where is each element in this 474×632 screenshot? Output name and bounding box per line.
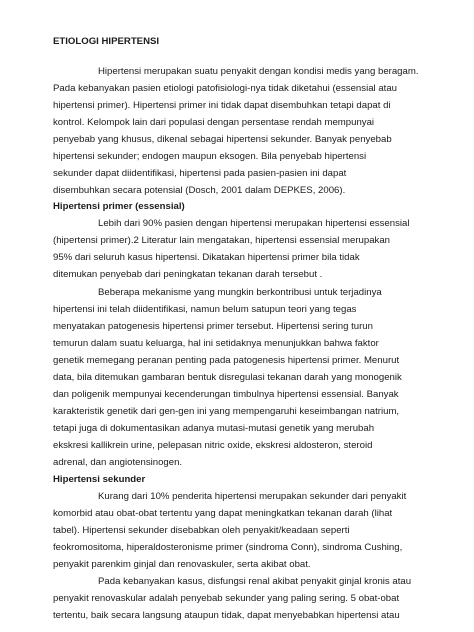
paragraph-line: dan poligenik mempunyai kecenderungan timbulnya hipertensi essensial. Banyak [53, 389, 399, 400]
paragraph-line: feokromositoma, hiperaldosteronisme primer (sindroma Conn), sindroma Cushing, [53, 542, 403, 553]
paragraph-line: karakteristik genetik dari gen-gen ini yang mempengaruhi keseimbangan natrium, [53, 406, 400, 417]
paragraph-line: sekunder dapat diidentifikasi, hipertensi pada pasien-pasien ini dapat [53, 168, 347, 179]
paragraph-line: hipertensi primer). Hipertensi primer ini tidak dapat disembuhkan tetapi dapat di [53, 100, 391, 111]
paragraph-line: ditemukan penyebab dari peningkatan tekanan darah tersebut . [53, 269, 323, 280]
paragraph-line: hipertensi ini telah diidentifikasi, namun belum satupun teori yang tegas [53, 304, 357, 315]
document-title: ETIOLOGI HIPERTENSI [53, 36, 160, 47]
paragraph-line: komorbid atau obat-obat tertentu yang dapat meningkatkan tekanan darah (lihat [53, 508, 393, 519]
paragraph-line: temurun dalam suatu keluarga, hal ini setidaknya menunjukkan bahwa faktor [53, 338, 379, 349]
paragraph-line: tetapi juga di dokumentasikan adanya mutasi-mutasi genetik yang merubah [53, 423, 375, 434]
paragraph-line: Hipertensi merupakan suatu penyakit dengan kondisi medis yang beragam. [98, 66, 419, 77]
paragraph-line: hipertensi sekunder; endogen maupun eksogen. Bila penyebab hipertensi [53, 151, 367, 162]
paragraph-line: Kurang dari 10% penderita hipertensi merupakan sekunder dari penyakit [98, 491, 407, 502]
paragraph-line: tabel). Hipertensi sekunder disebabkan oleh penyakit/keadaan seperti [53, 525, 350, 536]
paragraph-line: penyakit renovaskular adalah penyebab sekunder yang paling sering. 5 obat-obat [53, 593, 400, 604]
paragraph-line: disembuhkan secara potensial (Dosch, 2001 dalam DEPKES, 2006). [53, 185, 346, 196]
paragraph-line: adrenal, dan angiotensinogen. [53, 457, 183, 468]
paragraph-line: genetik memegang peranan penting pada patogenesis hipertensi primer. Menurut [53, 355, 400, 366]
paragraph-line: tertentu, baik secara langsung ataupun tidak, dapat menyebabkan hipertensi atau [53, 610, 400, 621]
paragraph-line: kontrol. Kelompok lain dari populasi dengan persentase rendah mempunyai [53, 117, 375, 128]
paragraph-line: Beberapa mekanisme yang mungkin berkontribusi untuk terjadinya [98, 287, 382, 298]
paragraph-line: menyatakan patogenesis hipertensi primer tersebut. Hipertensi sering turun [53, 321, 373, 332]
paragraph-line: Pada kebanyakan kasus, disfungsi renal akibat penyakit ginjal kronis atau [98, 576, 412, 587]
paragraph-line: (hipertensi primer).2 Literatur lain mengatakan, hipertensi essensial merupakan [53, 235, 391, 246]
paragraph-line: Pada kebanyakan pasien etiologi patofisiologi-nya tidak diketahui (essensial atau [53, 83, 398, 94]
paragraph-line: data, bila ditemukan gambaran bentuk disregulasi tekanan darah yang monogenik [53, 372, 402, 383]
paragraph-line: penyebab yang khusus, dikenal sebagai hipertensi sekunder. Banyak penyebab [53, 134, 392, 145]
paragraph-line: 95% dari seluruh kasus hipertensi. Dikatakan hipertensi primer bila tidak [53, 252, 360, 263]
paragraph-line: ekskresi kallikrein urine, pelepasan nitric oxide, ekskresi aldosteron, steroid [53, 440, 373, 451]
section-heading: Hipertensi primer (essensial) [53, 201, 185, 212]
paragraph-line: Lebih dari 90% pasien dengan hipertensi merupakan hipertensi essensial [98, 218, 410, 229]
paragraph-line: penyakit parenkim ginjal dan renovaskuler, serta akibat obat. [53, 559, 311, 570]
section-heading: Hipertensi sekunder [53, 474, 146, 485]
